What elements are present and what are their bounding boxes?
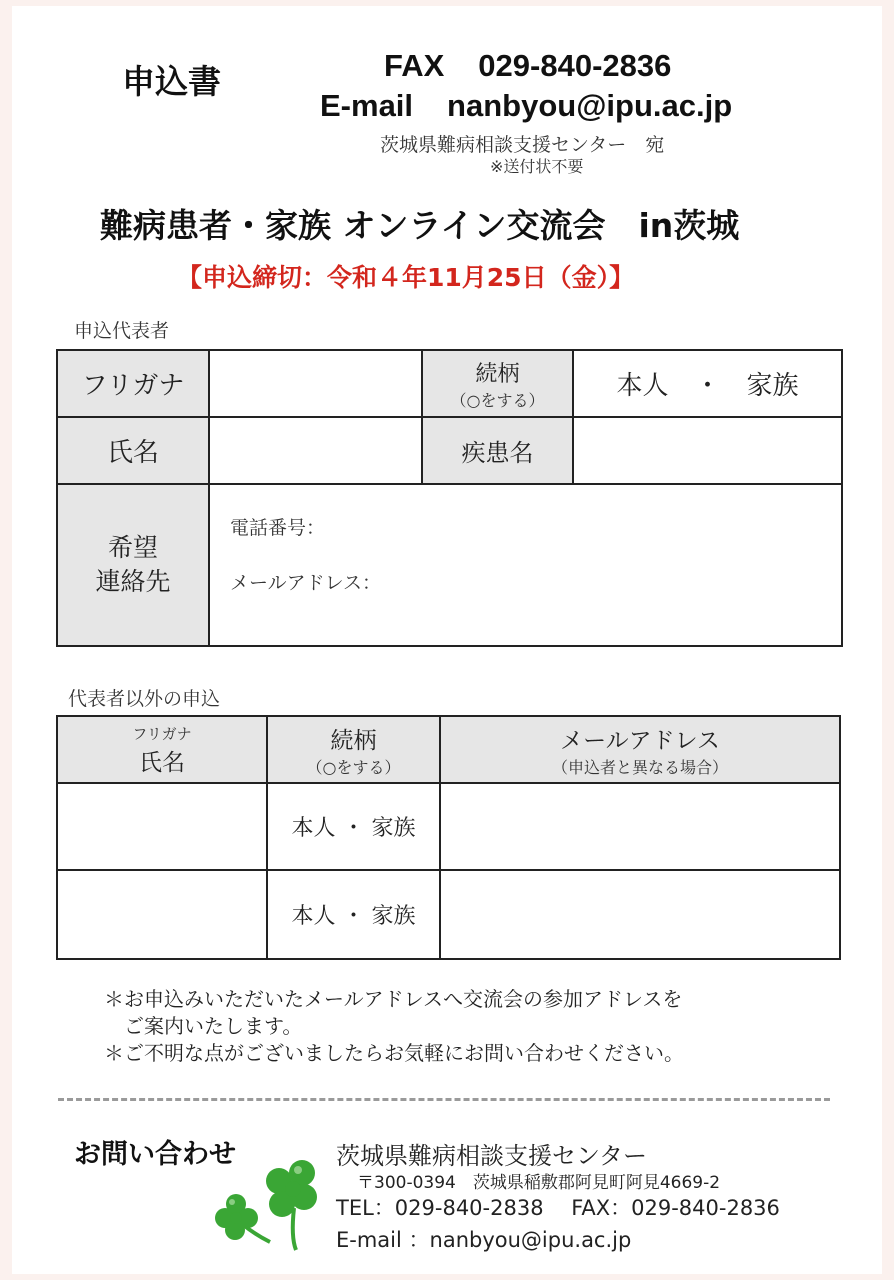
note-line-1: ＊お申込みいただいたメールアドレスへ交流会の参加アドレスを — [104, 987, 683, 1011]
recipient: 茨城県難病相談支援センター 宛 — [380, 134, 665, 156]
relation-label: 続柄 — [475, 361, 520, 387]
note-line-3: ＊ご不明な点がございましたらお気軽にお問い合わせください。 — [104, 1041, 684, 1065]
notes — [104, 986, 684, 1067]
others-name-field[interactable] — [57, 870, 267, 959]
col-name-header — [57, 716, 267, 783]
contact-field[interactable] — [209, 484, 842, 646]
contact-label — [57, 484, 209, 646]
others-email-field[interactable] — [440, 783, 840, 870]
email-label: E-mail — [320, 88, 414, 123]
col-relation-hint: （○をする） — [306, 757, 401, 777]
others-name-field[interactable] — [57, 783, 267, 870]
name-field[interactable] — [209, 417, 422, 484]
disease-label: 疾患名 — [422, 417, 573, 484]
clover-icon — [208, 1146, 328, 1256]
col-name: 氏名 — [139, 749, 185, 776]
contact-email-label: メールアドレス： — [230, 572, 382, 594]
table-row — [57, 870, 840, 959]
relation-options[interactable]: 本人 ・ 家族 — [573, 350, 842, 417]
others-table — [56, 715, 841, 960]
others-relation-options[interactable]: 本人 ・ 家族 — [267, 870, 440, 959]
org-name: 茨城県難病相談支援センター — [336, 1142, 648, 1170]
others-section-label: 代表者以外の申込 — [68, 688, 221, 710]
note-line-2: ご案内いたします。 — [104, 1014, 303, 1038]
email-line — [320, 88, 732, 124]
representative-table — [56, 349, 843, 647]
relation-hint: （○をする） — [450, 390, 545, 410]
furigana-field[interactable] — [209, 350, 422, 417]
org-address: 〒300-0394 茨城県稲敷郡阿見町阿見4669-2 — [357, 1173, 721, 1193]
application-form-page — [12, 6, 882, 1274]
col-relation: 続柄 — [330, 727, 377, 754]
cover-note: ※送付状不要 — [490, 157, 584, 176]
fax-label: FAX — [384, 48, 445, 83]
email-address[interactable]: nanbyou@ipu.ac.jp — [447, 88, 733, 123]
col-furigana: フリガナ — [132, 724, 192, 743]
col-email-header — [440, 716, 840, 783]
contact-label-line1: 希望 — [107, 533, 158, 562]
fax-number: 029-840-2836 — [478, 48, 672, 83]
phone-label: 電話番号： — [230, 517, 326, 539]
inquiry-title: お問い合わせ — [74, 1139, 236, 1170]
others-relation-options[interactable]: 本人 ・ 家族 — [267, 783, 440, 870]
event-title: 難病患者・家族 オンライン交流会 in茨城 — [100, 206, 740, 245]
org-tel-fax: TEL：029-840-2838 FAX：029-840-2836 — [336, 1196, 780, 1220]
others-email-field[interactable] — [440, 870, 840, 959]
disease-field[interactable] — [573, 417, 842, 484]
deadline: 【申込締切：令和４年11月25日（金）】 — [177, 263, 635, 292]
col-relation-header — [267, 716, 440, 783]
furigana-label: フリガナ — [57, 350, 209, 417]
form-title: 申込書 — [122, 62, 221, 101]
relation-header — [422, 350, 573, 417]
org-email[interactable]: E-mail ：nanbyou@ipu.ac.jp — [336, 1228, 632, 1252]
table-row — [57, 783, 840, 870]
col-email: メールアドレス — [560, 727, 720, 754]
representative-section-label: 申込代表者 — [74, 320, 170, 342]
name-label: 氏名 — [57, 417, 209, 484]
contact-label-line2: 連絡先 — [95, 567, 171, 596]
fax-line — [384, 48, 671, 84]
dashed-divider — [58, 1098, 830, 1101]
col-email-hint: （申込者と異なる場合） — [551, 757, 728, 777]
